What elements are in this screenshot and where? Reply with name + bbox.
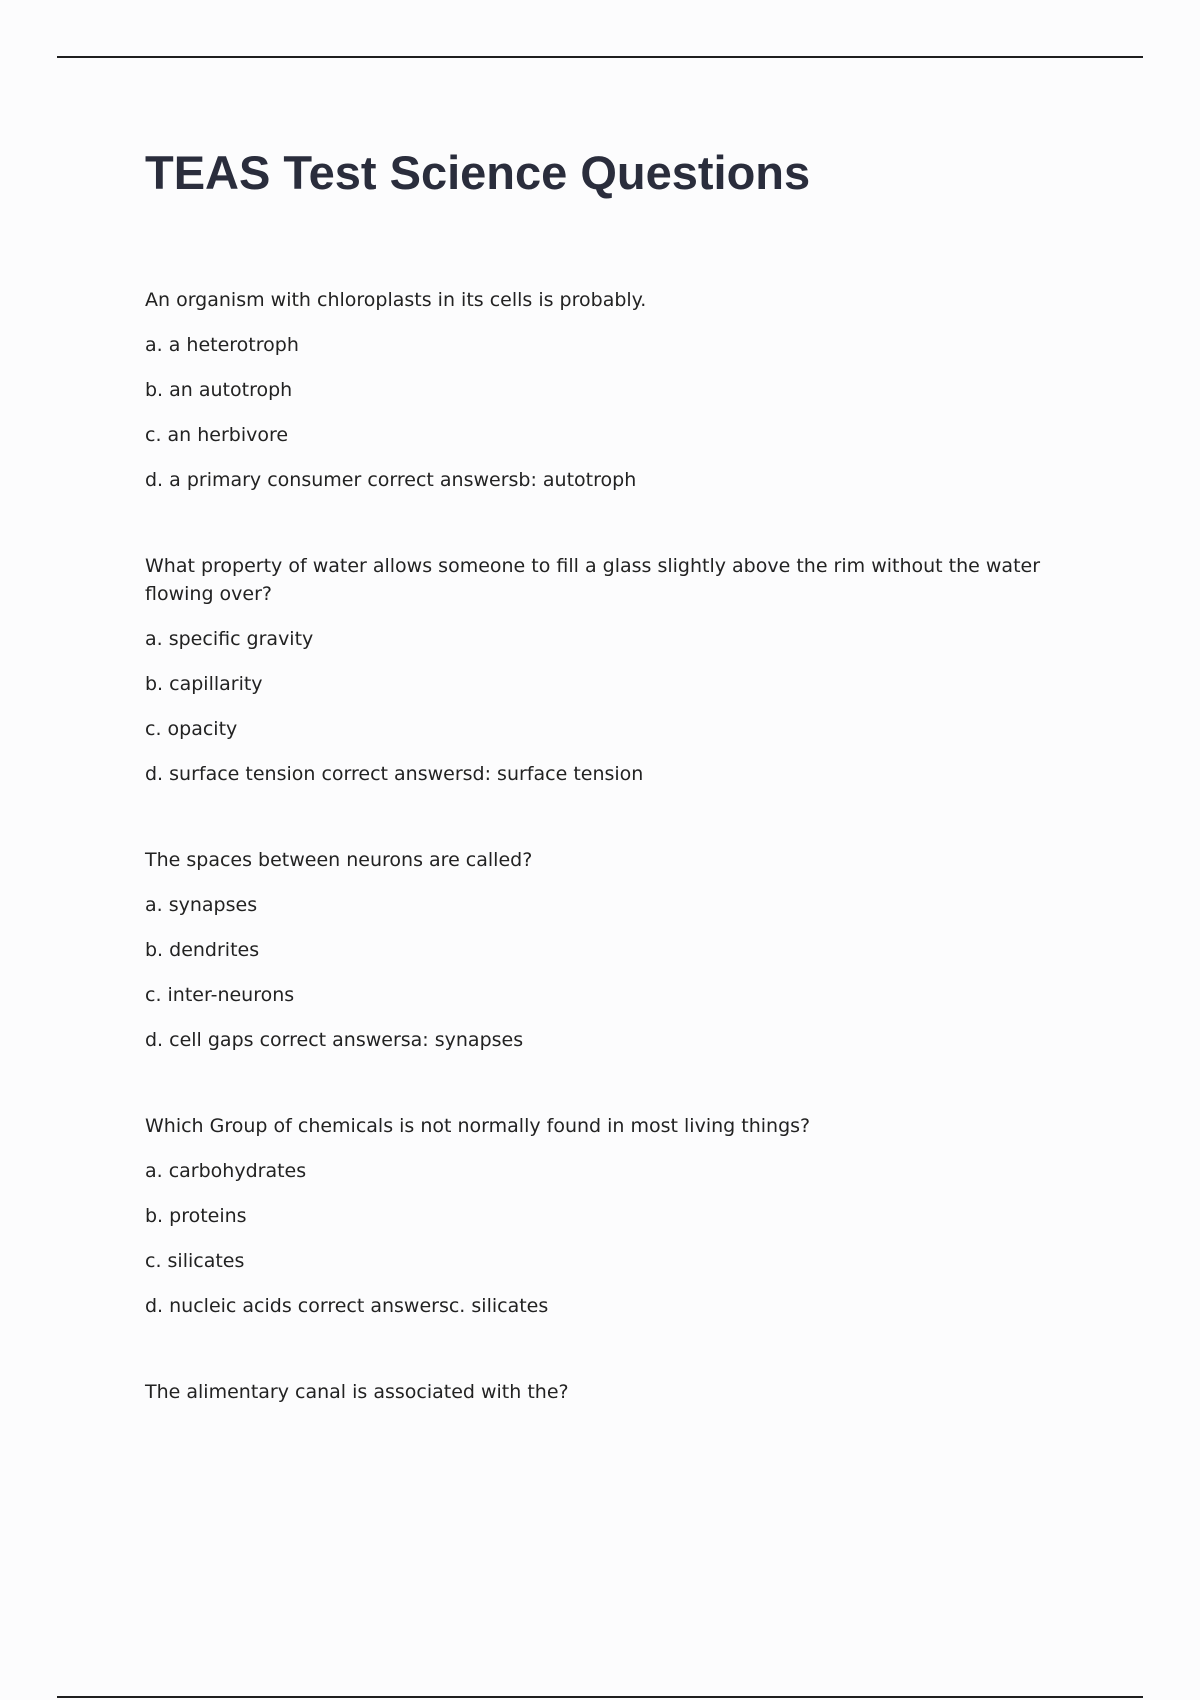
question-stem: The alimentary canal is associated with the? xyxy=(145,1381,569,1403)
question-stem: Which Group of chemicals is not normally found in most living things? xyxy=(145,1115,811,1137)
answer-option: b. an autotroph xyxy=(145,379,293,401)
question-block xyxy=(145,1112,1075,1320)
answer-option: c. opacity xyxy=(145,718,238,740)
answer-option: d. nucleic acids correct answersc. silicates xyxy=(145,1295,549,1317)
answer-option: a. synapses xyxy=(145,894,258,916)
answer-option: a. carbohydrates xyxy=(145,1160,307,1182)
answer-option: a. specific gravity xyxy=(145,628,314,650)
question-stem: What property of water allows someone to fill a glass slightly above the rim without the water flowing over? xyxy=(145,555,1041,605)
answer-option: a. a heterotroph xyxy=(145,334,299,356)
answer-option: c. an herbivore xyxy=(145,424,289,446)
answer-option: b. capillarity xyxy=(145,673,263,695)
footer-rule xyxy=(57,1696,1143,1698)
answer-option: b. proteins xyxy=(145,1205,247,1227)
answer-option: b. dendrites xyxy=(145,939,260,961)
question-block xyxy=(145,286,1075,494)
question-stem: An organism with chloroplasts in its cells is probably. xyxy=(145,289,647,311)
header-rule xyxy=(57,56,1143,58)
page-content xyxy=(145,138,1075,1464)
answer-option: d. cell gaps correct answersa: synapses xyxy=(145,1029,524,1051)
page-title: TEAS Test Science Questions xyxy=(145,146,811,199)
question-block xyxy=(145,1378,1075,1406)
question-list xyxy=(145,286,1075,1406)
question-stem: The spaces between neurons are called? xyxy=(145,849,533,871)
question-block xyxy=(145,552,1075,788)
answer-option: c. silicates xyxy=(145,1250,245,1272)
answer-option: d. surface tension correct answersd: surface tension xyxy=(145,763,644,785)
answer-option: d. a primary consumer correct answersb: autotroph xyxy=(145,469,637,491)
question-block xyxy=(145,846,1075,1054)
answer-option: c. inter-neurons xyxy=(145,984,295,1006)
